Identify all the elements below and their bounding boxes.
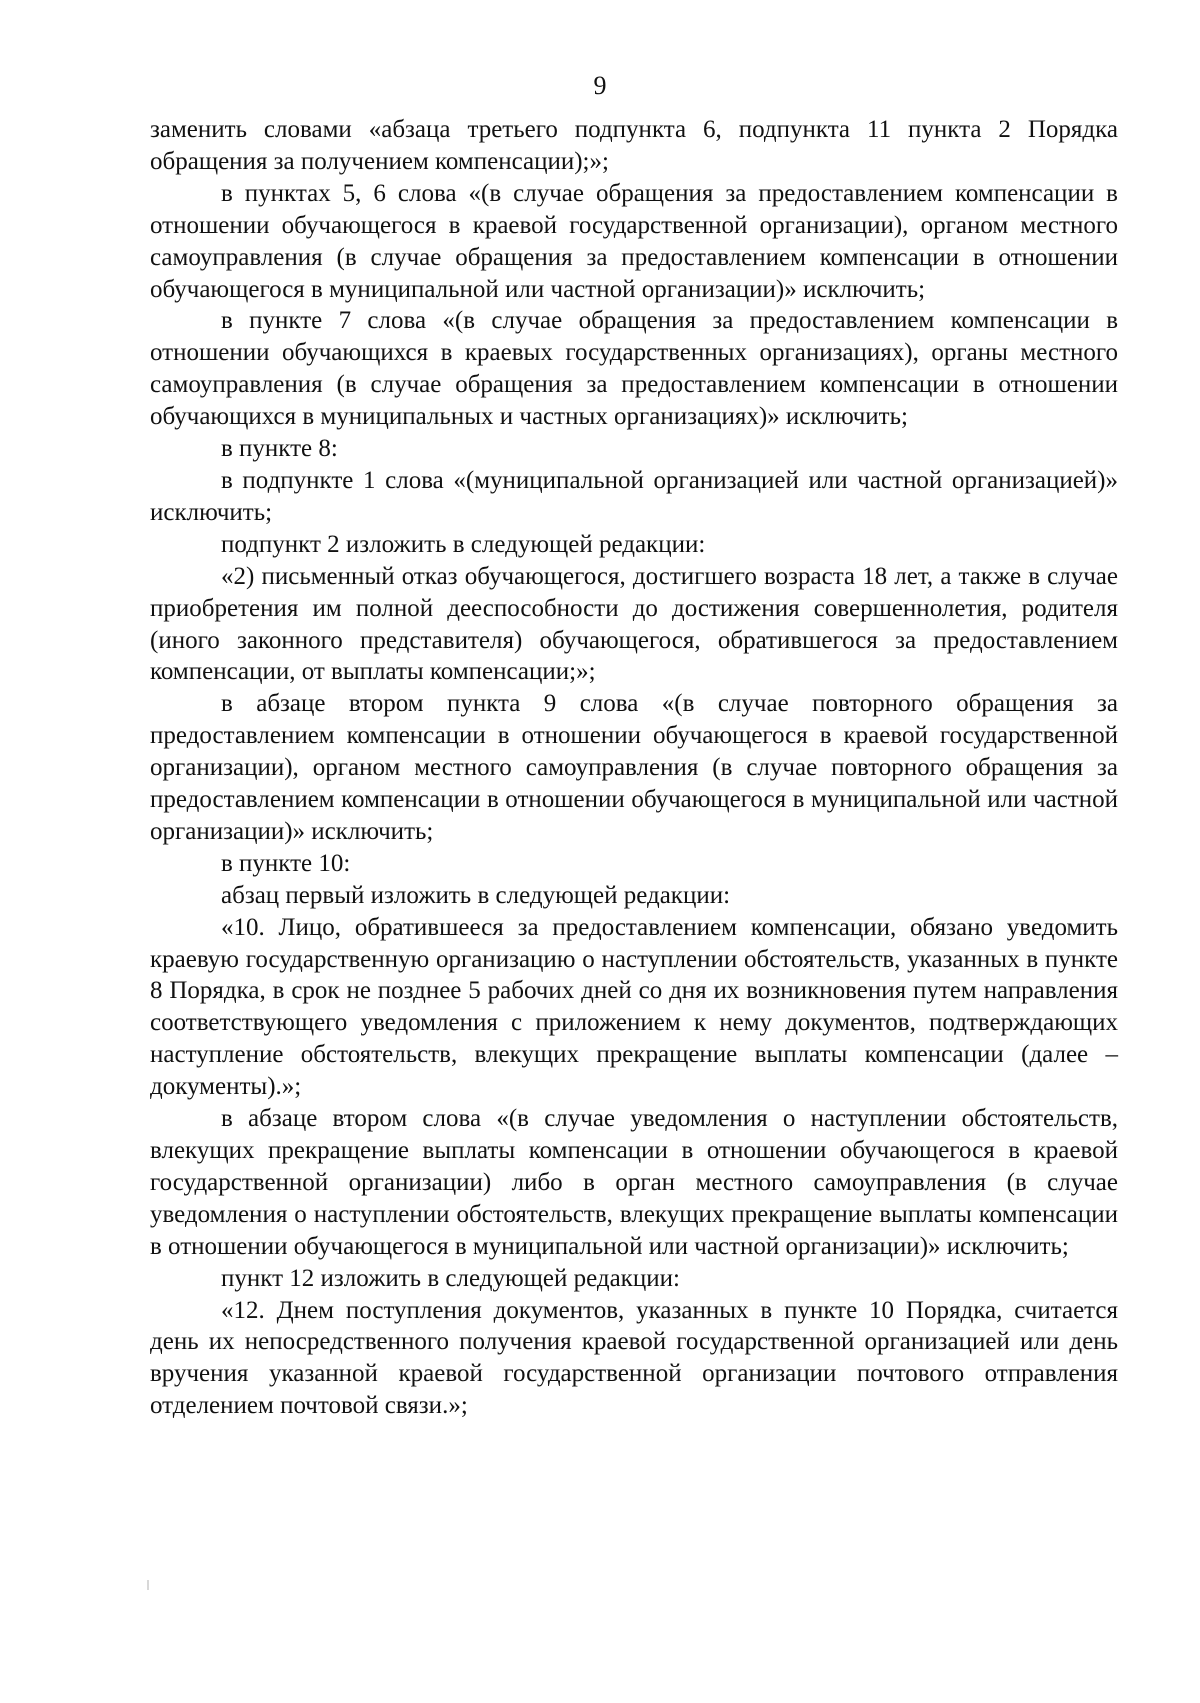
paragraph: заменить словами «абзаца третьего подпункта 6, подпункта 11 пункта 2 Порядка обращения за получением компенсации);»; bbox=[150, 116, 1118, 175]
paragraph: подпункт 2 изложить в следующей редакции: bbox=[221, 530, 706, 558]
paragraph: пункт 12 изложить в следующей редакции: bbox=[221, 1264, 680, 1292]
paragraph: в пункте 10: bbox=[221, 849, 351, 877]
document-body bbox=[150, 114, 1118, 1422]
paragraph: абзац первый изложить в следующей редакции: bbox=[221, 881, 731, 909]
paragraph: в абзаце втором пункта 9 слова «(в случае повторного обращения за предоставлением компенсации в отношении обучающегося в краевой государственной организации), органом местного самоуправления (в случае повторного обращения за предоставлением компенсации в отношении обучающегося в муниципальной или частной организации)» исключить; bbox=[150, 690, 1118, 845]
paragraph: в подпункте 1 слова «(муниципальной организацией или частной организацией)» исключить; bbox=[150, 466, 1118, 526]
paragraph: «2) письменный отказ обучающегося, достигшего возраста 18 лет, а также в случае приобретения им полной дееспособности до достижения совершеннолетия, родителя (иного законного представителя) обучающегося, обратившегося за предоставлением компенсации, от выплаты компенсации;»; bbox=[150, 562, 1118, 686]
paragraph: в пункте 7 слова «(в случае обращения за предоставлением компенсации в отношении обучающихся в краевых государственных организациях), органы местного самоуправления (в случае обращения за предоставлением компенсации в отношении обучающихся в муниципальных и частных организациях)» исключить; bbox=[150, 307, 1118, 431]
paragraph: в пунктах 5, 6 слова «(в случае обращения за предоставлением компенсации в отношении обучающегося в краевой государственной организации), органом местного самоуправления (в случае обращения за предоставлением компенсации в отношении обучающегося в муниципальной или частной организации)» исключить; bbox=[150, 179, 1118, 303]
paragraph: «12. Днем поступления документов, указанных в пункте 10 Порядка, считается день их непосредственного получения краевой государственной организацией или день вручения указанной краевой государственной организации почтового отправления отделением почтовой связи.»; bbox=[150, 1296, 1118, 1420]
scan-artifact bbox=[147, 1580, 149, 1590]
paragraph: «10. Лицо, обратившееся за предоставлением компенсации, обязано уведомить краевую государственную организацию о наступлении обстоятельств, указанных в пункте 8 Порядка, в срок не позднее 5 рабочих дней со дня их возникновения путем направления соответствующего уведомления с приложением к нему документов, подтверждающих наступление обстоятельств, влекущих прекращение выплаты компенсации (далее – документы).»; bbox=[150, 913, 1118, 1101]
paragraph: в пункте 8: bbox=[221, 435, 338, 463]
page-number: 9 bbox=[593, 71, 607, 100]
paragraph: в абзаце втором слова «(в случае уведомления о наступлении обстоятельств, влекущих прекращение выплаты компенсации в отношении обучающегося в краевой государственной организации) либо в орган местного самоуправления (в случае уведомления о наступлении обстоятельств, влекущих прекращение выплаты компенсации в отношении обучающегося в муниципальной или частной организации)» исключить; bbox=[150, 1105, 1118, 1260]
